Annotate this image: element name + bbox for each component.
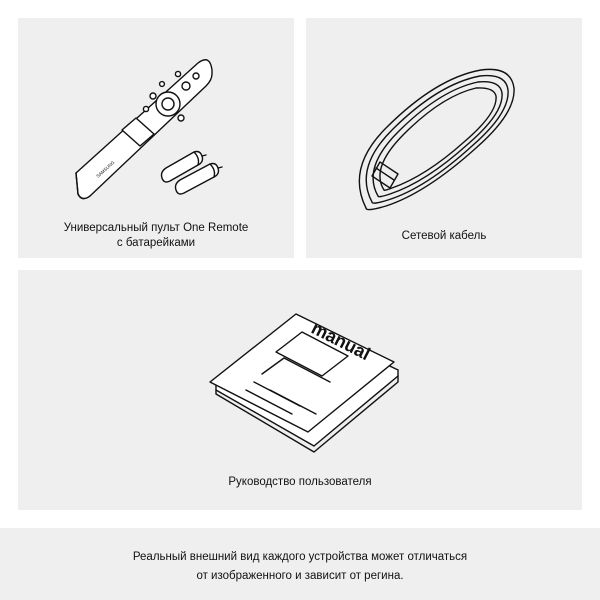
manual-caption-line-1: Руководство пользователя	[228, 476, 372, 488]
disclaimer-line-2: от изображенного и зависит от регина.	[196, 570, 404, 582]
disclaimer-footer	[0, 528, 600, 600]
manual-book-text: manual	[308, 317, 374, 365]
remote-caption-line-1: Универсальный пульт One Remote	[63, 222, 249, 234]
manual-caption	[18, 475, 582, 490]
cable-caption-line-1: Сетевой кабель	[401, 230, 487, 242]
disclaimer-text	[0, 548, 600, 586]
manual-card	[18, 270, 582, 510]
coiled-cable-icon	[306, 18, 582, 258]
disclaimer-line-1: Реальный внешний вид каждого устройства может отличаться	[132, 551, 468, 563]
remote-card	[18, 18, 294, 258]
cable-caption	[306, 229, 582, 244]
remote-brand-text: SAMSUNG	[95, 159, 116, 179]
remote-caption	[18, 221, 294, 251]
remote-caption-line-2: с батарейками	[116, 237, 196, 249]
cable-card	[306, 18, 582, 258]
user-manual-icon	[18, 270, 582, 510]
